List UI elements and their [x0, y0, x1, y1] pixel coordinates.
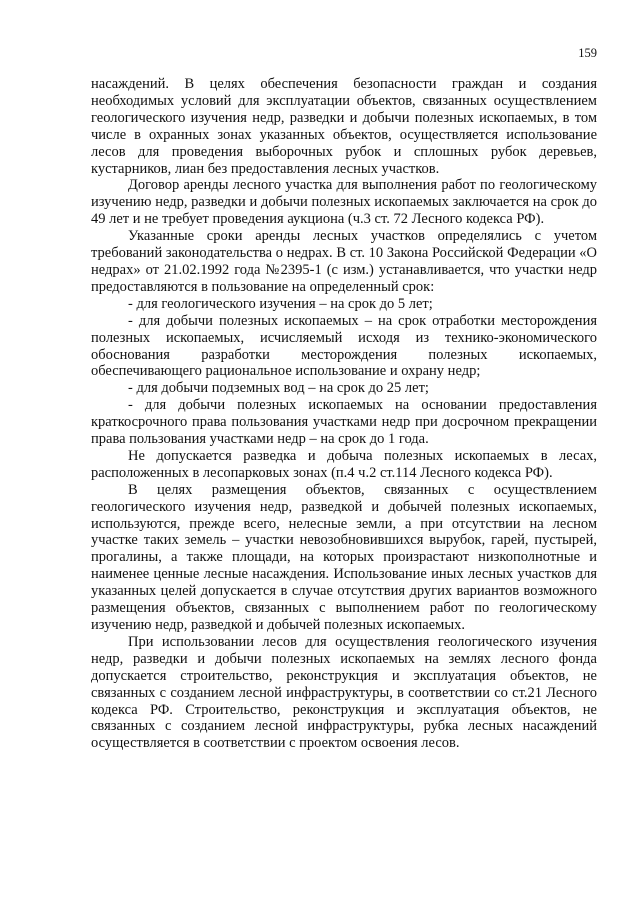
paragraph-forest-park-ban: Не допускается разведка и добыча полезных ископаемых в лесах, расположенных в лесопарковых зонах (п.4 ч.2 ст.114 Лесного кодекса РФ). — [91, 447, 597, 481]
paragraph-continuation: насаждений. В целях обеспечения безопасности граждан и создания необходимых условий для эксплуатации объектов, связанных осуществлением геологического изучения недр, разведки и добычи полезных ископаемых, в том числе в охранных зонах указанных объектов, осуществляется использование лесов для проведения выборочных рубок и сплошных рубок деревьев, кустарников, лиан без предоставления лесных участков. — [91, 76, 597, 177]
body-text — [91, 76, 597, 752]
page-number: 159 — [578, 46, 597, 60]
paragraph-lease-terms: Указанные сроки аренды лесных участков определялись с учетом требований законодательства о недрах. В ст. 10 Закона Российской Федерации «О недрах» от 21.02.1992 года №2395-1 (с изм.) устанавливается, что участки недр предоставляются в пользование на определенный срок: — [91, 228, 597, 295]
list-item-geological-study: - для геологического изучения – на срок до 5 лет; — [128, 295, 433, 312]
list-item-mineral-extraction: - для добычи полезных ископаемых – на срок отработки месторождения полезных ископаемых, исчисляемый исходя из технико-экономического обоснования разработки месторождения полезных ископаемых, обеспечивающего рациональное использование и охрану недр; — [91, 312, 597, 380]
list-item-short-term-right: - для добычи полезных ископаемых на основании предоставления краткосрочного права пользования участками недр при досрочном прекращении права пользования участками недр – на срок до 1 года. — [91, 397, 597, 448]
list-item-groundwater: - для добычи подземных вод – на срок до 25 лет; — [128, 380, 429, 397]
paragraph-construction: При использовании лесов для осуществления геологического изучения недр, разведки и добычи полезных ископаемых на землях лесного фонда допускается строительство, реконструкция и эксплуатация объектов, не связанных с созданием лесной инфраструктуры, в соответствии со ст.21 Лесного кодекса РФ. Строительство, реконструкция и эксплуатация объектов, не связанных с созданием лесной инфраструктуры, рубка лесных насаждений осуществляется в соответствии с проектом освоения лесов. — [91, 633, 597, 752]
paragraph-lease-agreement: Договор аренды лесного участка для выполнения работ по геологическому изучению недр, разведки и добычи полезных ископаемых заключается на срок до 49 лет и не требует проведения аукциона (ч.3 ст. 72 Лесного кодекса РФ). — [91, 177, 597, 228]
paragraph-object-placement: В целях размещения объектов, связанных с осуществлением геологического изучения недр, разведкой и добычей полезных ископаемых, используются, прежде всего, нелесные земли, а при отсутствии на лесном участке таких земель – участки невозобновившихся вырубок, гарей, пустырей, прогалины, а также площади, на которых произрастают низкополнотные и наименее ценные лесные насаждения. Использование иных лесных участков для указанных целей допускается в случае отсутствия других вариантов возможного размещения объектов, связанных с выполнением работ по геологическому изучению недр, разведкой и добычей полезных ископаемых. — [91, 481, 597, 633]
